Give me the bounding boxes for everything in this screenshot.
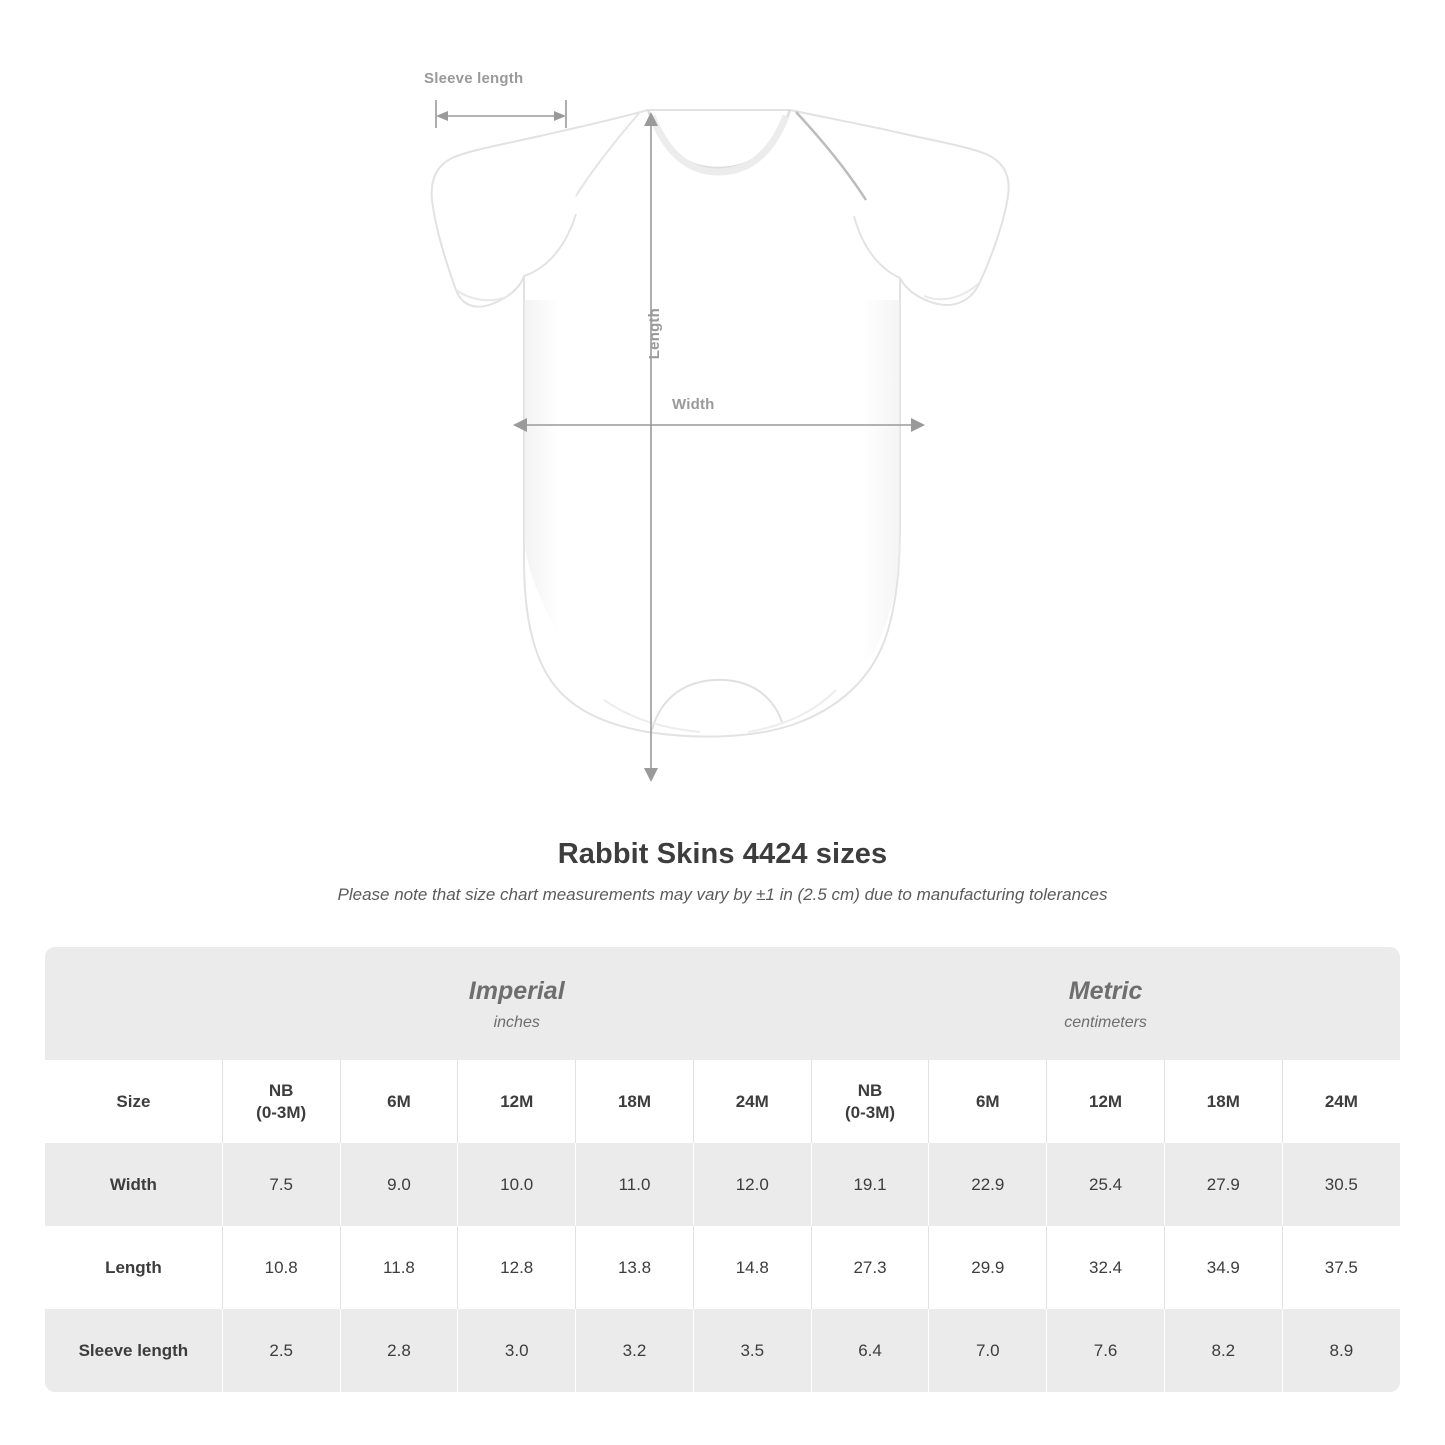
cell-width-0: 7.5	[222, 1143, 340, 1226]
unit-group-metric-name: Metric	[1068, 977, 1143, 1006]
table-corner-cell	[45, 947, 222, 1060]
cell-sleeve-2: 3.0	[458, 1309, 576, 1392]
cell-sleeve-0: 2.5	[222, 1309, 340, 1392]
column-header-24m-imperial	[693, 1060, 811, 1143]
cell-sleeve-4: 3.5	[693, 1309, 811, 1392]
cell-width-6: 22.9	[929, 1143, 1047, 1226]
unit-group-metric-sub: centimeters	[1064, 1013, 1147, 1031]
column-header-12m-metric	[1047, 1060, 1165, 1143]
cell-width-9: 30.5	[1282, 1143, 1400, 1226]
column-header-line1: 12M	[500, 1091, 534, 1111]
column-header-line1: 24M	[735, 1091, 769, 1111]
length-dimension-label: Length	[646, 308, 663, 360]
size-header-label: Size	[45, 1060, 222, 1143]
cell-length-3: 13.8	[576, 1226, 694, 1309]
cell-sleeve-3: 3.2	[576, 1309, 694, 1392]
cell-length-2: 12.8	[458, 1226, 576, 1309]
column-header-line2: (0-3M)	[256, 1102, 307, 1122]
column-header-6m-metric	[929, 1060, 1047, 1143]
cell-length-5: 27.3	[811, 1226, 929, 1309]
column-header-6m-imperial	[340, 1060, 458, 1143]
size-header-row	[45, 1060, 1400, 1143]
cell-width-1: 9.0	[340, 1143, 458, 1226]
row-label-length: Length	[45, 1226, 222, 1309]
column-header-line1: 12M	[1089, 1091, 1123, 1111]
sleeve-length-dimension-label: Sleeve length	[424, 70, 524, 87]
column-header-line1: NB	[857, 1081, 883, 1101]
unit-group-imperial-name: Imperial	[468, 977, 565, 1006]
column-header-line1: 6M	[387, 1091, 411, 1111]
column-header-line1: 18M	[1206, 1091, 1240, 1111]
column-header-line1: 18M	[617, 1091, 652, 1111]
cell-sleeve-1: 2.8	[340, 1309, 458, 1392]
cell-length-8: 34.9	[1164, 1226, 1282, 1309]
row-label-sleeve-length: Sleeve length	[45, 1309, 222, 1392]
cell-sleeve-6: 7.0	[929, 1309, 1047, 1392]
cell-sleeve-5: 6.4	[811, 1309, 929, 1392]
cell-width-2: 10.0	[458, 1143, 576, 1226]
cell-sleeve-7: 7.6	[1047, 1309, 1165, 1392]
chart-title-block	[0, 838, 1445, 905]
unit-group-imperial	[222, 947, 811, 1060]
width-dimension-label: Width	[672, 396, 715, 413]
column-header-line2: (0-3M)	[844, 1102, 896, 1122]
table-row	[45, 1143, 1400, 1226]
column-header-nb-imperial	[222, 1060, 340, 1143]
cell-length-0: 10.8	[222, 1226, 340, 1309]
column-header-nb-metric	[811, 1060, 929, 1143]
table-row	[45, 1226, 1400, 1309]
cell-width-3: 11.0	[576, 1143, 694, 1226]
cell-length-9: 37.5	[1282, 1226, 1400, 1309]
column-header-line1: 6M	[975, 1091, 1000, 1111]
column-header-line1: 24M	[1324, 1091, 1358, 1111]
cell-width-5: 19.1	[811, 1143, 929, 1226]
column-header-18m-metric	[1164, 1060, 1282, 1143]
size-table-container	[45, 947, 1400, 1392]
column-header-12m-imperial	[458, 1060, 576, 1143]
column-header-24m-metric	[1282, 1060, 1400, 1143]
tolerance-note: Please note that size chart measurements may vary by ±1 in (2.5 cm) due to manufacturing tolerances	[337, 885, 1108, 904]
cell-width-8: 27.9	[1164, 1143, 1282, 1226]
page-title: Rabbit Skins 4424 sizes	[557, 838, 888, 870]
table-row	[45, 1309, 1400, 1392]
cell-length-7: 32.4	[1047, 1226, 1165, 1309]
column-header-line1: NB	[268, 1081, 294, 1101]
cell-width-4: 12.0	[693, 1143, 811, 1226]
unit-group-metric	[811, 947, 1400, 1060]
cell-length-1: 11.8	[340, 1226, 458, 1309]
column-header-18m-imperial	[576, 1060, 694, 1143]
cell-length-6: 29.9	[929, 1226, 1047, 1309]
row-label-width: Width	[45, 1143, 222, 1226]
cell-width-7: 25.4	[1047, 1143, 1165, 1226]
cell-sleeve-9: 8.9	[1282, 1309, 1400, 1392]
cell-length-4: 14.8	[693, 1226, 811, 1309]
size-table	[45, 947, 1400, 1392]
unit-group-imperial-sub: inches	[493, 1013, 540, 1031]
unit-header-row	[45, 947, 1400, 1060]
cell-sleeve-8: 8.2	[1164, 1309, 1282, 1392]
